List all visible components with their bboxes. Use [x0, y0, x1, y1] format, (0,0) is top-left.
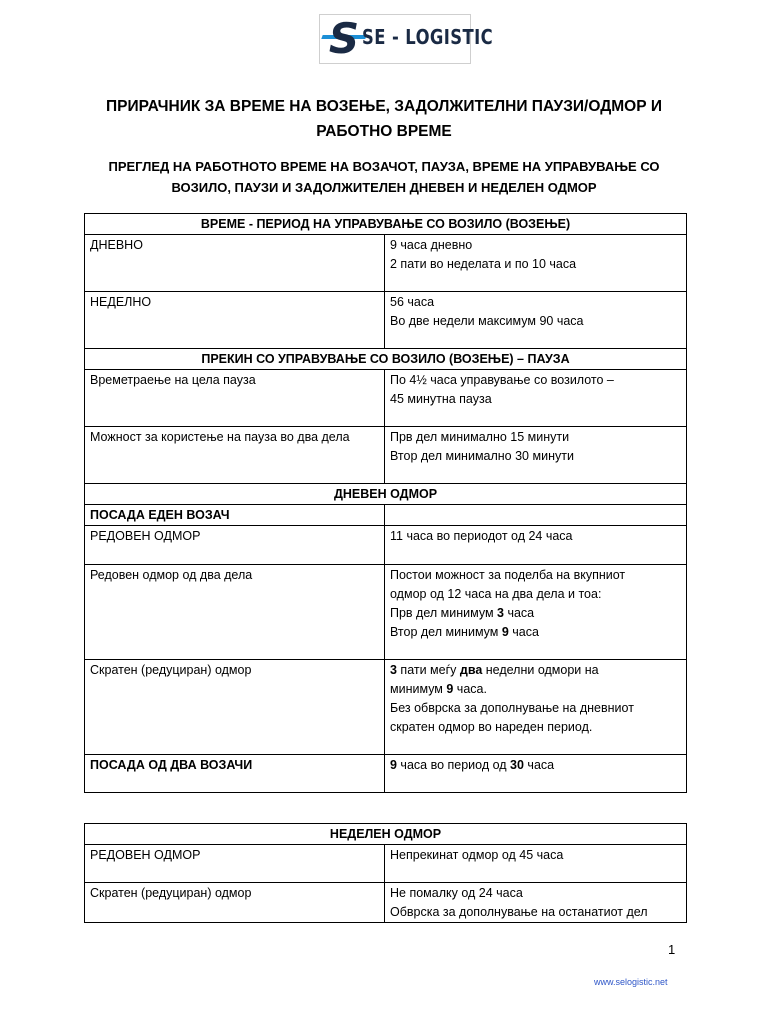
title-line-2: РАБОТНО ВРЕМЕ: [316, 123, 452, 140]
weekly-driving-value: [385, 292, 687, 349]
document-title: [80, 94, 688, 144]
text-fragment: часа во период од: [396, 758, 511, 772]
split-rest-value-line: [390, 623, 681, 642]
text-fragment-bold: 9: [446, 682, 454, 696]
weekly-driving-value-line: 56 часа: [390, 295, 435, 309]
document-subtitle: [80, 156, 688, 198]
subtitle-line-1: ПРЕГЛЕД НА РАБОТНОТО ВРЕМЕ НА ВОЗАЧОТ, ПАУЗА, ВРЕМЕ НА УПРАВУВАЊЕ СО: [108, 159, 660, 174]
break-duration-value-line: По 4½ часа управување со возилото –: [390, 373, 614, 387]
page-number: 1: [668, 942, 676, 957]
reduced-daily-rest-value: [385, 660, 687, 755]
table-row: [85, 505, 687, 526]
company-logo: [319, 14, 494, 64]
text-fragment: Втор дел минимум: [390, 625, 502, 639]
title-line-1: ПРИРАЧНИК ЗА ВРЕМЕ НА ВОЗЕЊЕ, ЗАДОЛЖИТЕЛНИ ПАУЗИ/ОДМОР И: [106, 98, 662, 115]
text-fragment: Прв дел минимум: [390, 606, 498, 620]
reduced-weekly-rest-value-line: Не помалку од 24 часа: [390, 886, 523, 900]
reduced-weekly-rest-value-line: Обврска за дополнување на останатиот дел: [390, 905, 648, 919]
weekly-rest-header: НЕДЕЛЕН ОДМОР: [85, 824, 687, 845]
two-drivers-value: [385, 755, 687, 793]
break-split-value-line: Втор дел минимално 30 минути: [390, 449, 574, 463]
reduced-rest-value-line: скратен одмор во нареден период.: [390, 720, 593, 734]
text-fragment-bold: 9: [501, 625, 509, 639]
table-row: [85, 235, 687, 292]
reduced-rest-value-line: [390, 661, 681, 680]
reduced-daily-rest-label: Скратен (редуциран) одмор: [85, 660, 385, 755]
split-rest-value-line: [390, 604, 681, 623]
driving-rules-table: [84, 213, 687, 793]
text-fragment-bold: 3: [497, 606, 504, 620]
daily-driving-value: [385, 235, 687, 292]
table-row: [85, 824, 687, 845]
table-row: [85, 370, 687, 427]
logo-mark: S: [328, 14, 360, 63]
table-row: [85, 660, 687, 755]
text-fragment: часа: [523, 758, 555, 772]
text-fragment: часа.: [453, 682, 487, 696]
regular-weekly-rest-value: Непрекинат одмор од 45 часа: [385, 845, 687, 883]
break-duration-label: Времетраење на цела пауза: [85, 370, 385, 427]
break-header: ПРЕКИН СО УПРАВУВАЊЕ СО ВОЗИЛО (ВОЗЕЊЕ) – ПАУЗА: [85, 349, 687, 370]
text-fragment-bold: два: [459, 663, 483, 677]
reduced-rest-value-line: Без обврска за дополнување на дневниот: [390, 701, 634, 715]
daily-rest-header: ДНЕВЕН ОДМОР: [85, 484, 687, 505]
text-fragment-bold: 9: [390, 758, 397, 772]
table-row: [85, 845, 687, 883]
regular-daily-rest-label: РЕДОВЕН ОДМОР: [85, 526, 385, 565]
text-fragment: неделни одмори на: [482, 663, 599, 677]
weekly-driving-value-line: Во две недели максимум 90 часа: [390, 314, 584, 328]
subtitle-line-2: ВОЗИЛО, ПАУЗИ И ЗАДОЛЖИТЕЛЕН ДНЕВЕН И НЕДЕЛЕН ОДМОР: [171, 180, 597, 195]
break-duration-value-line: 45 минутна пауза: [390, 392, 492, 406]
table-row: [85, 883, 687, 923]
table-row: [85, 526, 687, 565]
empty-cell: [385, 505, 687, 526]
daily-driving-value-line: 9 часа дневно: [390, 238, 473, 252]
break-split-value-line: Прв дел минимално 15 минути: [390, 430, 570, 444]
split-rest-value-line: одмор од 12 часа на два дела и тоа:: [390, 587, 602, 601]
text-fragment: минимум: [390, 682, 447, 696]
reduced-weekly-rest-value: [385, 883, 687, 923]
table-row: [85, 214, 687, 235]
split-rest-value: [385, 565, 687, 660]
break-split-value: [385, 427, 687, 484]
weekly-driving-label: НЕДЕЛНО: [85, 292, 385, 349]
table-row: [85, 484, 687, 505]
split-rest-value-line: Постои можност за поделба на вкупниот: [390, 568, 626, 582]
reduced-weekly-rest-label: Скратен (редуциран) одмор: [85, 883, 385, 923]
table-row: [85, 427, 687, 484]
website-link[interactable]: www.selogistic.net: [594, 977, 668, 987]
table-row: [85, 349, 687, 370]
break-split-label: Можност за користење на пауза во два дела: [85, 427, 385, 484]
text-fragment-bold: 3: [390, 663, 397, 677]
table-row: [85, 292, 687, 349]
regular-weekly-rest-label: РЕДОВЕН ОДМОР: [85, 845, 385, 883]
split-rest-label: Редовен одмор од два дела: [85, 565, 385, 660]
text-fragment: пати меѓу: [396, 663, 460, 677]
reduced-rest-value-line: [390, 680, 681, 699]
text-fragment: часа: [508, 625, 539, 639]
two-drivers-label: ПОСАДА ОД ДВА ВОЗАЧИ: [85, 755, 385, 793]
driving-time-header: ВРЕМЕ - ПЕРИОД НА УПРАВУВАЊЕ СО ВОЗИЛО (ВОЗЕЊЕ): [85, 214, 687, 235]
logo-text: SE - LOGISTIC: [362, 25, 494, 49]
text-fragment: часа: [503, 606, 535, 620]
table-row: [85, 565, 687, 660]
table-row: [85, 755, 687, 793]
weekly-rest-table: [84, 823, 687, 923]
regular-daily-rest-value: 11 часа во периодот од 24 часа: [385, 526, 687, 565]
daily-driving-value-line: 2 пати во неделата и по 10 часа: [390, 257, 577, 271]
text-fragment-bold: 30: [510, 758, 524, 772]
break-duration-value: [385, 370, 687, 427]
daily-driving-label: ДНЕВНО: [85, 235, 385, 292]
single-crew-label: ПОСАДА ЕДЕН ВОЗАЧ: [85, 505, 385, 526]
